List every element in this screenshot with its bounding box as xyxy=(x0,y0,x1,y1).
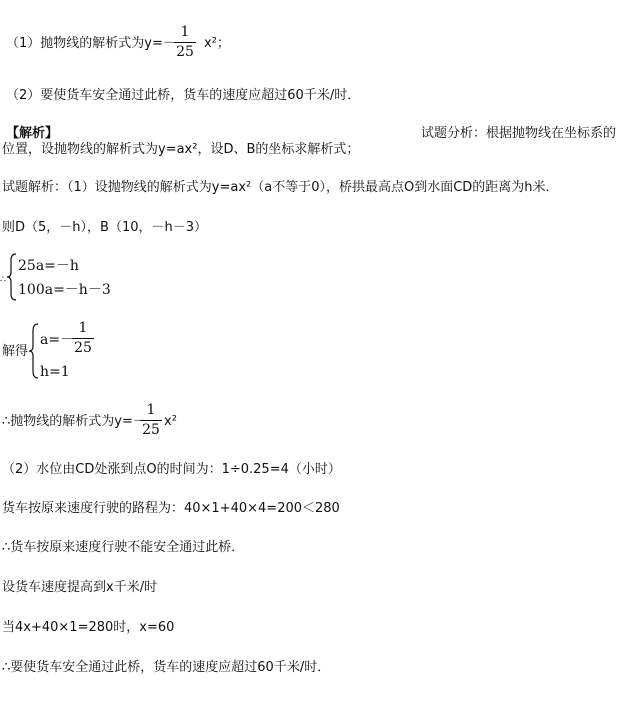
therefore-symbol: ∴ xyxy=(0,275,6,285)
answer-1-text xyxy=(6,36,176,52)
fraction-numerator: 1 xyxy=(78,320,88,336)
solution-a-prefix: a=－ xyxy=(40,332,75,348)
fraction-denominator: 25 xyxy=(142,422,160,438)
fraction-numerator: 1 xyxy=(180,24,190,40)
analysis-right-text: 试题分析：根据抛物线在坐标系的 xyxy=(421,126,617,141)
equation-1: 25a=－h xyxy=(18,258,79,274)
solution-line-1: 试题解析：（1）设抛物线的解析式为y=ax²（a不等于0），桥拱最高点O到水面CD的距离为h米． xyxy=(2,180,559,195)
answer-1-prefix: （1）抛物线的解析式为y=－ xyxy=(6,36,176,51)
part-2-line-6: ∴要使货车安全通过此桥，货车的速度应超过60千米/时． xyxy=(2,660,331,675)
result-prefix: ∴抛物线的解析式为y=－ xyxy=(2,414,146,429)
left-brace-icon xyxy=(28,322,40,380)
part-2-line-4: 设货车速度提高到x千米/时 xyxy=(2,580,158,595)
answer-1-suffix: x²； xyxy=(204,36,230,51)
part-2-line-5: 当4x+40×1=280时，x=60 xyxy=(2,620,175,635)
solution-h: h=1 xyxy=(40,364,70,380)
solve-prefix: 解得 xyxy=(2,344,29,359)
result-fraction xyxy=(140,402,162,438)
fraction-bar xyxy=(174,42,196,43)
solution-a-fraction xyxy=(72,320,94,356)
answer-2-text: （2）要使货车安全通过此桥，货车的速度应超过60千米/时． xyxy=(6,88,361,103)
fraction-denominator: 25 xyxy=(74,340,92,356)
part-2-line-2: 货车按原来速度行驶的路程为：40×1+40×4=200＜280 xyxy=(2,501,340,516)
analysis-tag: 【解析】 xyxy=(6,126,59,141)
result-suffix: x² xyxy=(164,414,177,429)
equation-2: 100a=－h－3 xyxy=(18,282,111,298)
fraction-denominator: 25 xyxy=(176,44,194,60)
part-2-line-3: ∴货车按原来速度行驶不能安全通过此桥． xyxy=(2,540,245,555)
left-brace-icon xyxy=(6,252,18,302)
solution-line-2: 则D（5，－h），B（10，－h－3） xyxy=(2,220,207,235)
analysis-line-2: 位置，设抛物线的解析式为y=ax²，设D、B的坐标求解析式； xyxy=(2,142,360,157)
fraction-bar xyxy=(72,338,94,339)
fraction-numerator: 1 xyxy=(146,402,156,418)
answer-1-fraction xyxy=(174,24,196,60)
fraction-bar xyxy=(140,420,162,421)
part-2-line-1: （2）水位由CD处涨到点O的时间为：1÷0.25=4（小时） xyxy=(2,462,341,477)
